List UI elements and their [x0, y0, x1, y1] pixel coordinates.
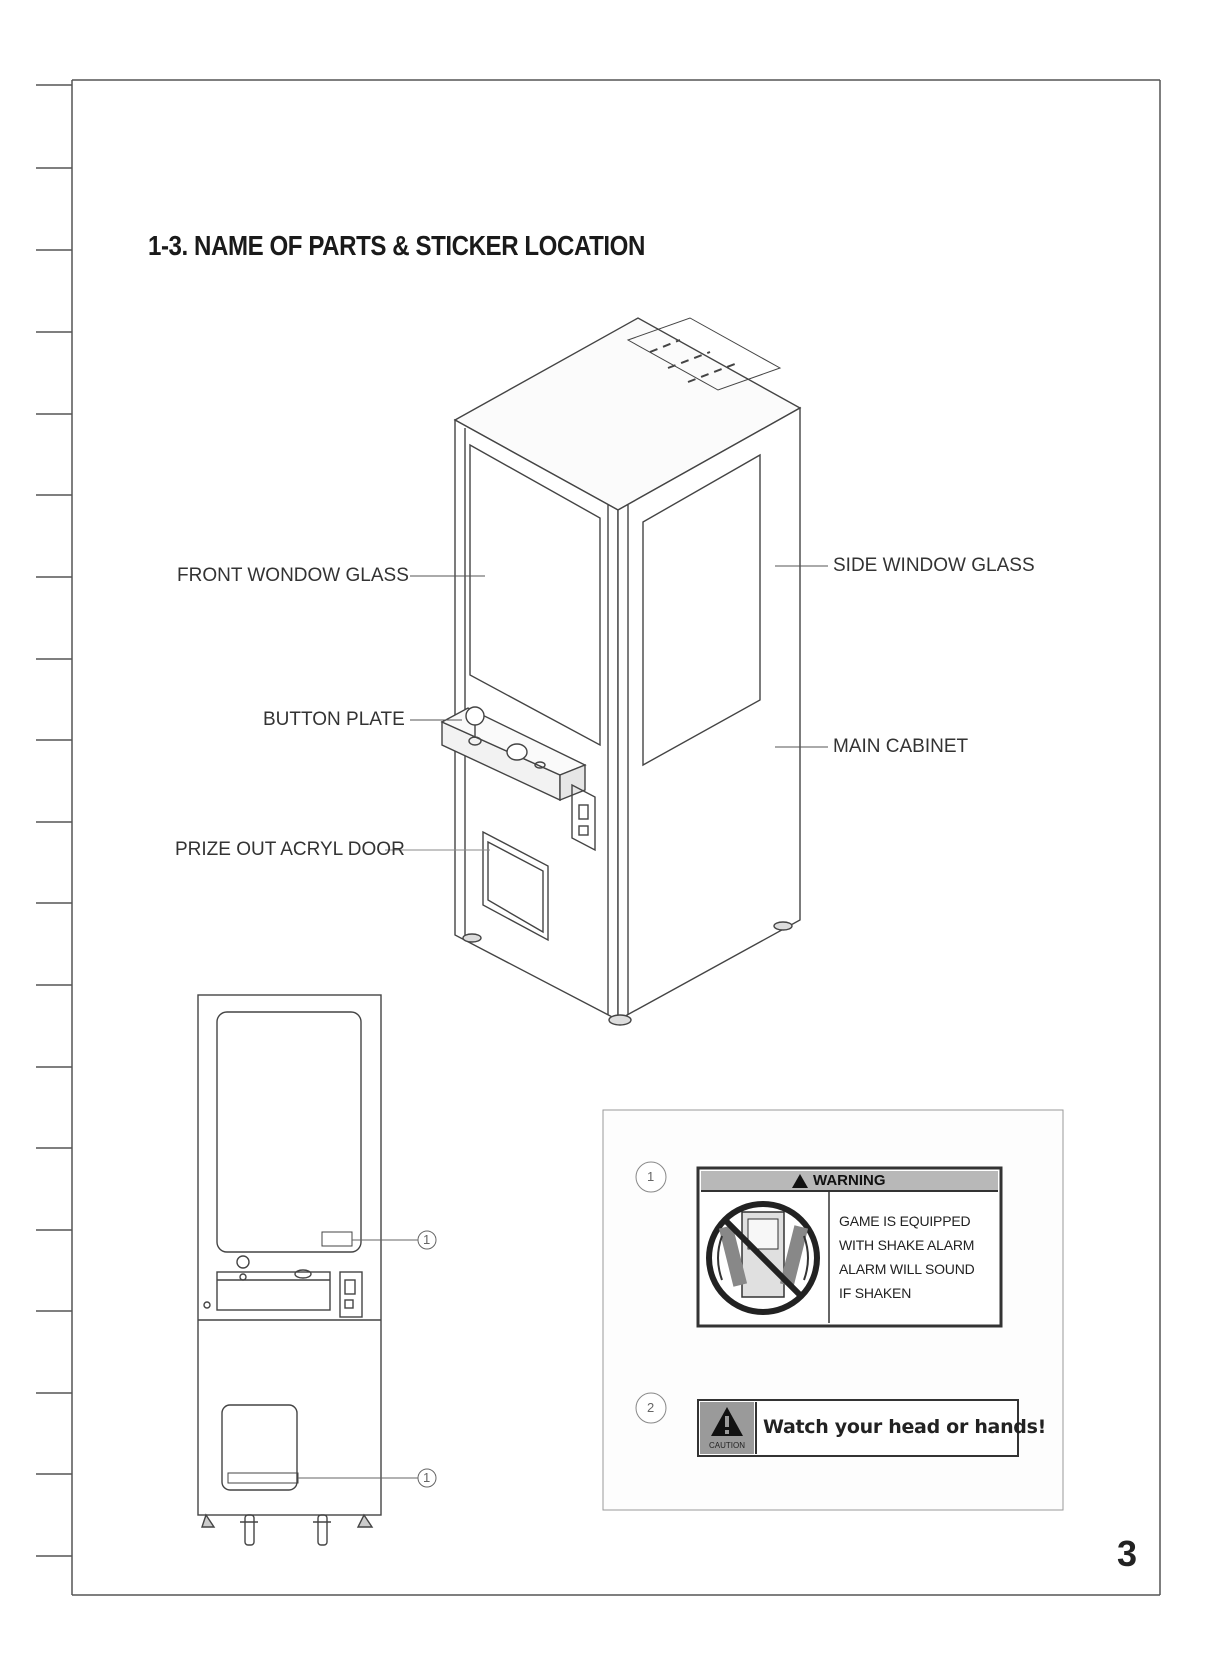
no-shake-icon [709, 1204, 817, 1312]
caution-badge-label: CAUTION [709, 1441, 745, 1450]
warning-line-3: ALARM WILL SOUND [839, 1261, 975, 1277]
sticker-marker-1: 1 [647, 1169, 655, 1184]
sticker-marker-2: 2 [647, 1400, 655, 1415]
section-title: 1-3. NAME OF PARTS & STICKER LOCATION [148, 230, 645, 261]
front-view-marker-1: 1 [423, 1232, 431, 1247]
callout-main-cabinet: MAIN CABINET [833, 736, 969, 757]
front-view-marker-2: 1 [423, 1470, 431, 1485]
warning-line-2: WITH SHAKE ALARM [839, 1237, 975, 1253]
page-number: 3 [1117, 1533, 1138, 1574]
callout-button-plate: BUTTON PLATE [263, 709, 405, 730]
callout-prize-out-acryl-door: PRIZE OUT ACRYL DOOR [175, 839, 405, 860]
callout-side-window-glass: SIDE WINDOW GLASS [833, 555, 1035, 576]
caution-message: Watch your head or hands! [763, 1416, 1046, 1438]
warning-line-1: GAME IS EQUIPPED [839, 1213, 971, 1229]
warning-header: WARNING [813, 1172, 886, 1189]
warning-line-4: IF SHAKEN [839, 1285, 912, 1301]
callout-front-window-glass: FRONT WONDOW GLASS [177, 565, 409, 586]
